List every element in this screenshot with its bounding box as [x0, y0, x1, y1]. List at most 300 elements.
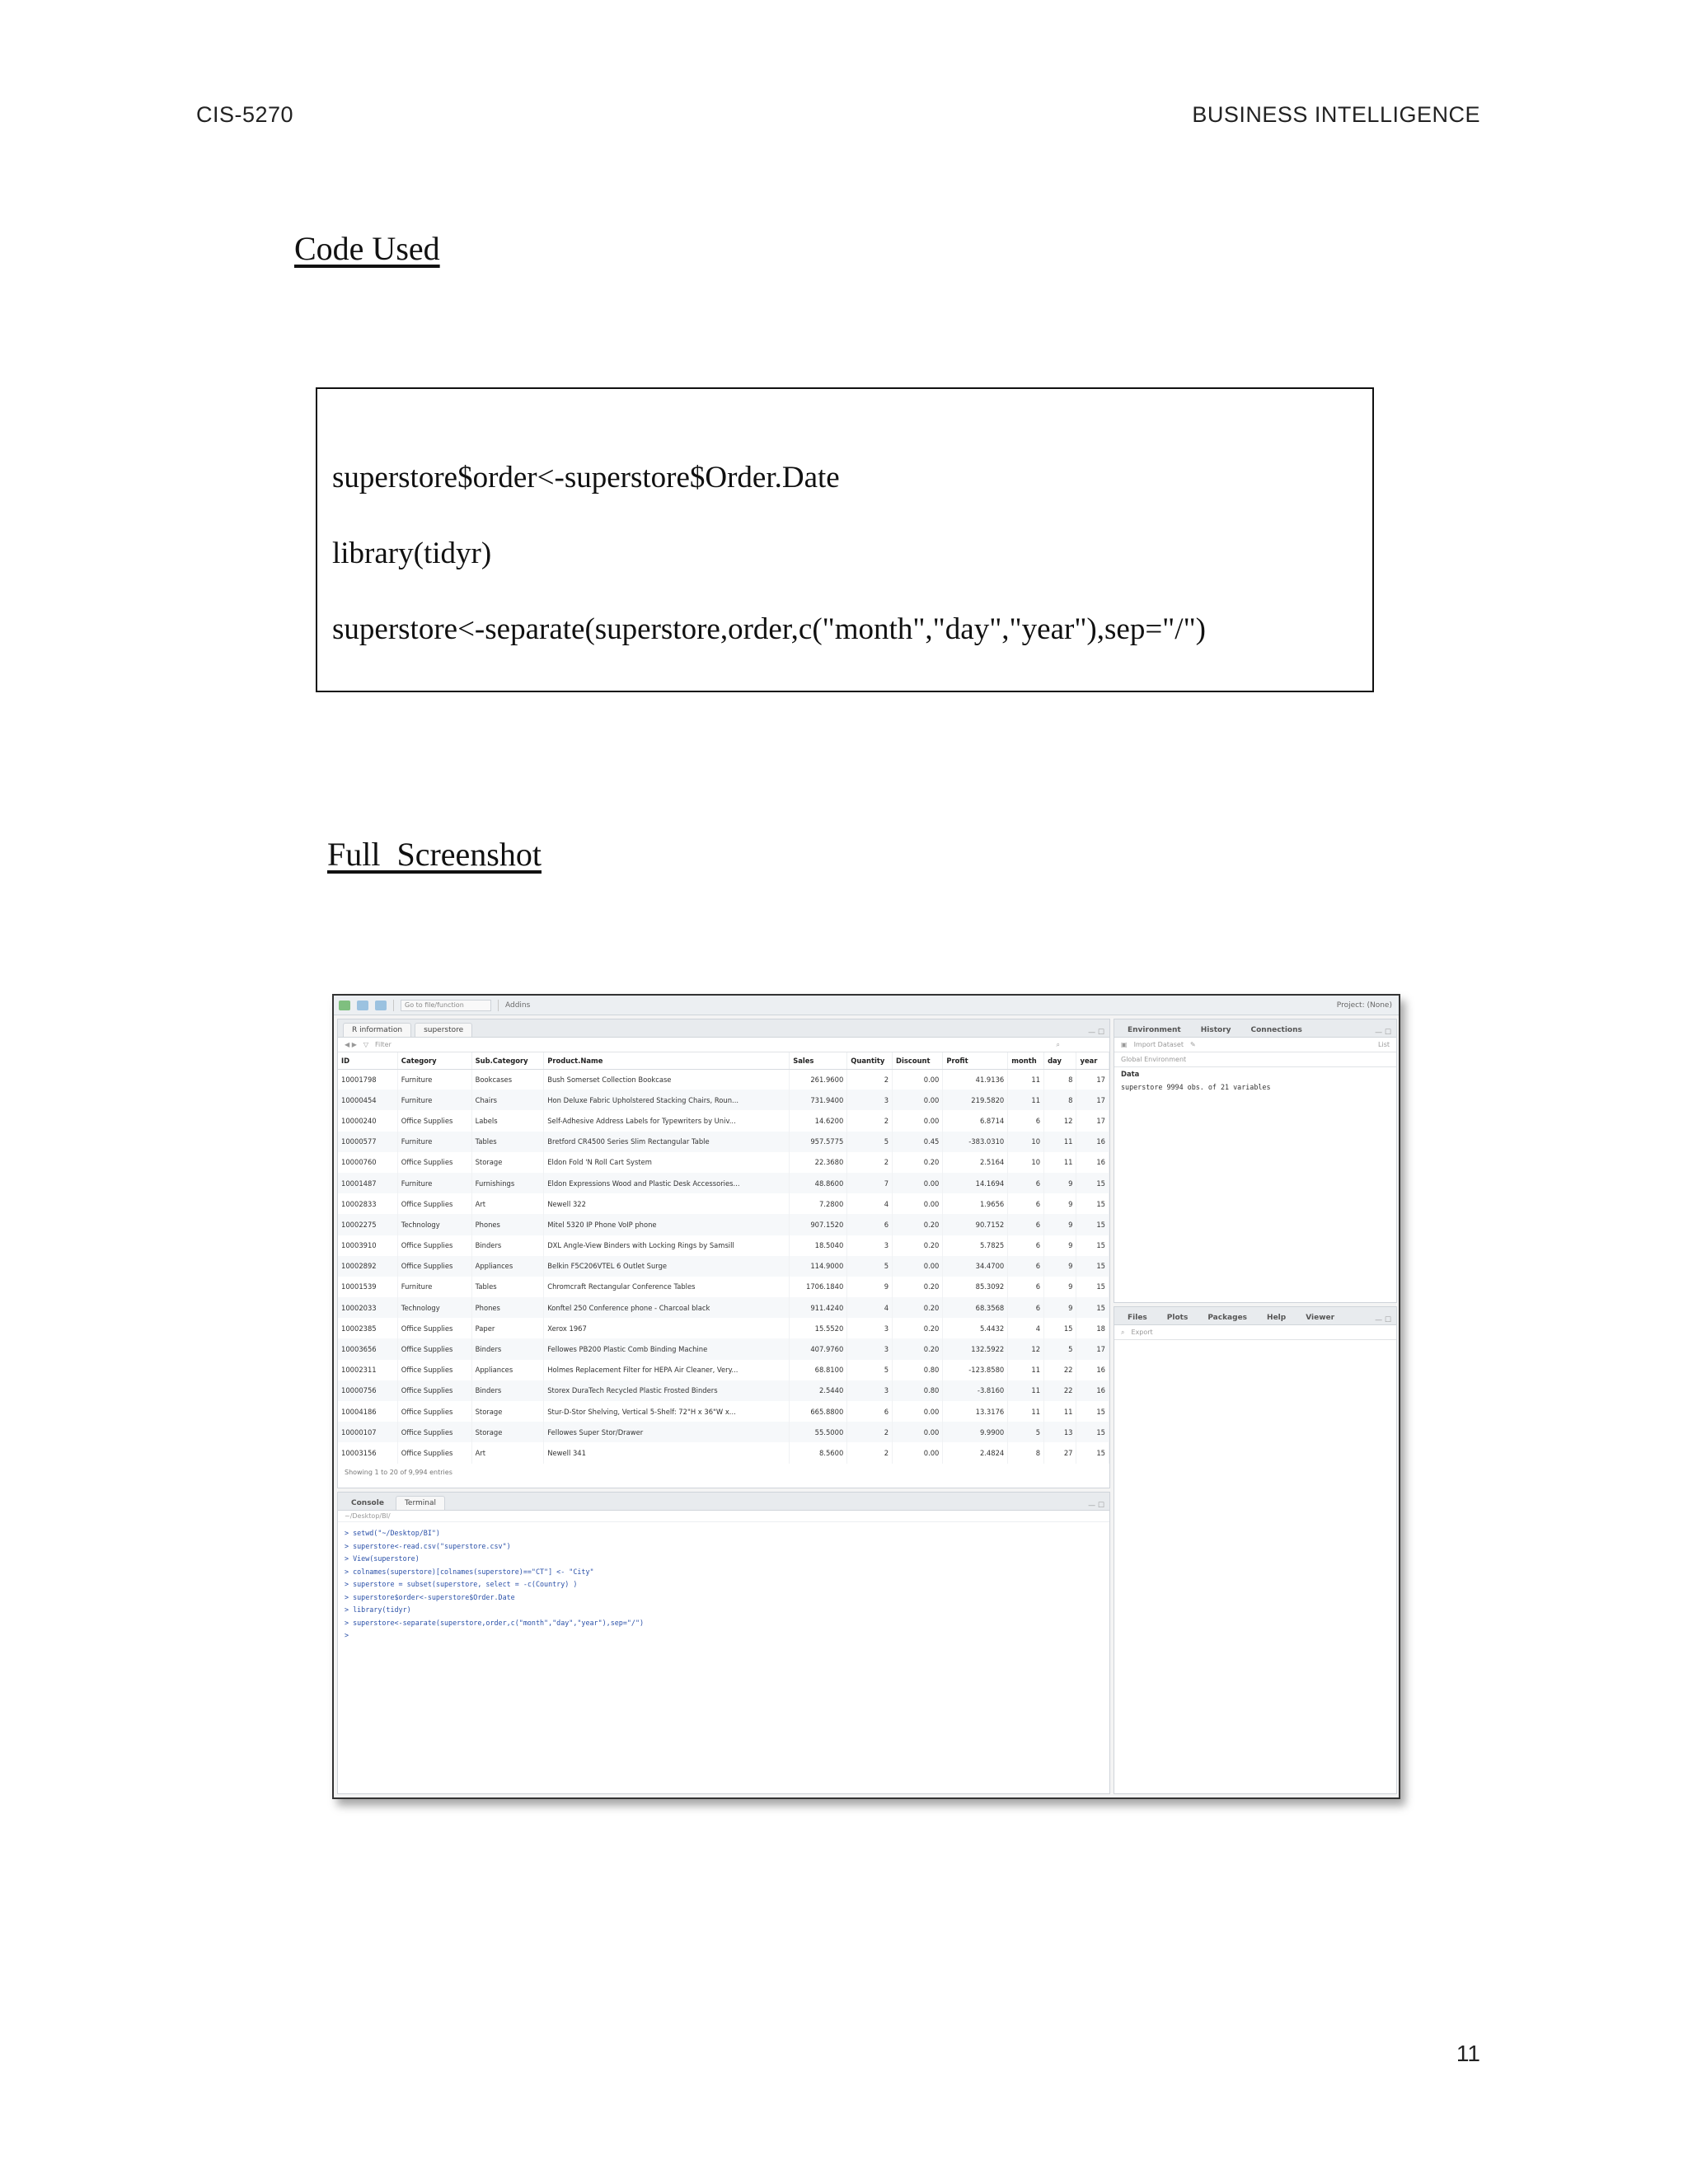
table-cell: 16 — [1076, 1380, 1109, 1401]
code-used-heading: Code Used — [294, 230, 440, 267]
table-cell: -383.0310 — [943, 1132, 1008, 1152]
column-header[interactable]: Sub.Category — [471, 1052, 544, 1069]
table-cell: 6 — [847, 1214, 893, 1235]
table-cell: 10002385 — [338, 1318, 397, 1338]
code-line-3: superstore<-separate(superstore,order,c("month","day","year"),sep="/") — [332, 612, 1206, 646]
global-environment-selector: Global Environment — [1121, 1056, 1187, 1063]
table-cell: Furniture — [397, 1173, 471, 1193]
table-cell: 18.5040 — [790, 1235, 847, 1256]
table-cell: 6 — [1008, 1110, 1044, 1131]
column-header[interactable]: ID — [338, 1052, 397, 1069]
filter-label: Filter — [375, 1041, 392, 1048]
table-row — [338, 1193, 1109, 1214]
table-cell: 0.20 — [893, 1297, 943, 1318]
table-cell: 17 — [1076, 1069, 1109, 1090]
table-cell: 10002311 — [338, 1360, 397, 1380]
pane-window-buttons: — ☐ — [1088, 1029, 1104, 1037]
pane-window-buttons: — ☐ — [1375, 1316, 1391, 1324]
table-cell: 6 — [847, 1401, 893, 1422]
table-cell: 5.4432 — [943, 1318, 1008, 1338]
console-line: > — [345, 1631, 349, 1639]
table-cell: 11 — [1008, 1380, 1044, 1401]
table-cell: 11 — [1008, 1401, 1044, 1422]
table-cell: 41.9136 — [943, 1069, 1008, 1090]
table-cell: 27 — [1044, 1442, 1076, 1463]
table-cell: 665.8800 — [790, 1401, 847, 1422]
code-line-2: library(tidyr) — [332, 537, 492, 570]
table-cell: 6 — [1008, 1173, 1044, 1193]
table-cell: 5 — [1008, 1422, 1044, 1442]
tab-console: Console — [351, 1499, 384, 1507]
table-cell: 10001487 — [338, 1173, 397, 1193]
table-cell: 4 — [847, 1297, 893, 1318]
table-cell: 3 — [847, 1338, 893, 1359]
table-cell: Self-Adhesive Address Labels for Typewriters by Univ... — [544, 1110, 790, 1131]
table-cell: 22 — [1044, 1380, 1076, 1401]
table-cell: 0.20 — [893, 1235, 943, 1256]
table-cell: 219.5820 — [943, 1090, 1008, 1110]
table-cell: Bookcases — [471, 1069, 544, 1090]
table-header-row — [338, 1052, 1109, 1069]
table-cell: 2 — [847, 1422, 893, 1442]
project-menu: Project: (None) — [1336, 1001, 1392, 1010]
table-cell: Bush Somerset Collection Bookcase — [544, 1069, 790, 1090]
table-cell: 5 — [847, 1256, 893, 1277]
table-cell: Chromcraft Rectangular Conference Tables — [544, 1277, 790, 1297]
table-cell: 731.9400 — [790, 1090, 847, 1110]
table-cell: Art — [471, 1442, 544, 1463]
table-cell: Labels — [471, 1110, 544, 1131]
page-number: 11 — [1456, 2041, 1480, 2066]
table-cell: Furniture — [397, 1132, 471, 1152]
console-line: > superstore<-separate(superstore,order,c("month","day","year"),sep="/") — [345, 1618, 645, 1627]
table-cell: 9 — [1044, 1235, 1076, 1256]
load-workspace-icon: ▣ — [1121, 1041, 1128, 1048]
export-menu: Export — [1131, 1329, 1153, 1336]
table-cell: 0.20 — [893, 1214, 943, 1235]
header-course-code: CIS-5270 — [196, 102, 294, 127]
table-cell: Furniture — [397, 1090, 471, 1110]
table-cell: 15 — [1076, 1422, 1109, 1442]
table-cell: Storex DuraTech Recycled Plastic Frosted Binders — [544, 1380, 790, 1401]
table-cell: 3 — [847, 1318, 893, 1338]
table-cell: Office Supplies — [397, 1380, 471, 1401]
table-cell: 132.5922 — [943, 1338, 1008, 1359]
table-cell: 9 — [1044, 1256, 1076, 1277]
table-cell: 15.5520 — [790, 1318, 847, 1338]
env-section-data: Data — [1121, 1070, 1140, 1078]
table-cell: 10000107 — [338, 1422, 397, 1442]
table-cell: 90.7152 — [943, 1214, 1008, 1235]
env-object-superstore: superstore 9994 obs. of 21 variables — [1121, 1083, 1271, 1091]
pane-window-buttons: — ☐ — [1375, 1029, 1391, 1037]
rstudio-toolbar — [334, 996, 1399, 1015]
table-cell: Office Supplies — [397, 1360, 471, 1380]
table-cell: 3 — [847, 1235, 893, 1256]
table-cell: 34.4700 — [943, 1256, 1008, 1277]
table-row — [338, 1401, 1109, 1422]
table-cell: 15 — [1076, 1256, 1109, 1277]
table-body — [338, 1069, 1109, 1464]
table-cell: 6 — [1008, 1297, 1044, 1318]
header-course-title: BUSINESS INTELLIGENCE — [1192, 102, 1480, 127]
column-header[interactable]: day — [1044, 1052, 1076, 1069]
console-line: > View(superstore) — [345, 1554, 420, 1563]
table-cell: 11 — [1008, 1090, 1044, 1110]
table-cell: 8.5600 — [790, 1442, 847, 1463]
table-cell: 14.1694 — [943, 1173, 1008, 1193]
table-cell: 10004186 — [338, 1401, 397, 1422]
environment-toolbar — [1114, 1038, 1396, 1052]
table-cell: Office Supplies — [397, 1338, 471, 1359]
table-cell: 10001798 — [338, 1069, 397, 1090]
table-cell: 9.9900 — [943, 1422, 1008, 1442]
table-cell: 3 — [847, 1380, 893, 1401]
table-row — [338, 1256, 1109, 1277]
tab-connections: Connections — [1250, 1026, 1302, 1034]
table-cell: 957.5775 — [790, 1132, 847, 1152]
table-cell: 10002275 — [338, 1214, 397, 1235]
table-cell: 911.4240 — [790, 1297, 847, 1318]
addins-menu: Addins — [505, 1001, 531, 1010]
column-header[interactable]: Profit — [943, 1052, 1008, 1069]
table-cell: 10002033 — [338, 1297, 397, 1318]
table-cell: 55.5000 — [790, 1422, 847, 1442]
console-line: > superstore$order<-superstore$Order.Date — [345, 1592, 515, 1601]
table-cell: 9 — [1044, 1173, 1076, 1193]
table-cell: 17 — [1076, 1110, 1109, 1131]
table-cell: 10000760 — [338, 1152, 397, 1173]
table-cell: Office Supplies — [397, 1256, 471, 1277]
list-view-toggle: List — [1378, 1041, 1390, 1048]
broom-icon: ✎ — [1189, 1041, 1196, 1048]
table-cell: Technology — [397, 1297, 471, 1318]
table-cell: 5 — [847, 1360, 893, 1380]
files-tabbar — [1114, 1307, 1396, 1325]
table-cell: 9 — [847, 1277, 893, 1297]
table-cell: 12 — [1008, 1338, 1044, 1359]
table-cell: 4 — [1008, 1318, 1044, 1338]
table-cell: Konftel 250 Conference phone - Charcoal black — [544, 1297, 790, 1318]
table-cell: 68.8100 — [790, 1360, 847, 1380]
table-cell: 11 — [1008, 1360, 1044, 1380]
table-cell: 0.00 — [893, 1193, 943, 1214]
data-viewer-pane — [337, 1019, 1110, 1488]
table-cell: Office Supplies — [397, 1422, 471, 1442]
table-cell: Storage — [471, 1401, 544, 1422]
table-row — [338, 1235, 1109, 1256]
table-cell: 2 — [847, 1442, 893, 1463]
table-cell: Fellowes PB200 Plastic Comb Binding Machine — [544, 1338, 790, 1359]
table-cell: 18 — [1076, 1318, 1109, 1338]
table-row — [338, 1318, 1109, 1338]
pane-window-buttons: — ☐ — [1088, 1502, 1104, 1510]
table-cell: 15 — [1076, 1297, 1109, 1318]
table-cell: 11 — [1044, 1132, 1076, 1152]
table-cell: 10002833 — [338, 1193, 397, 1214]
table-cell: 9 — [1044, 1214, 1076, 1235]
table-cell: 15 — [1076, 1277, 1109, 1297]
table-cell: 6 — [1008, 1193, 1044, 1214]
table-cell: 0.00 — [893, 1090, 943, 1110]
files-pane — [1114, 1306, 1397, 1794]
table-cell: 114.9000 — [790, 1256, 847, 1277]
table-cell: 10000240 — [338, 1110, 397, 1131]
table-cell: 22 — [1044, 1360, 1076, 1380]
table-cell: 0.00 — [893, 1173, 943, 1193]
table-cell: Fellowes Super Stor/Drawer — [544, 1422, 790, 1442]
table-row — [338, 1110, 1109, 1131]
table-footer: Showing 1 to 20 of 9,994 entries — [345, 1468, 452, 1476]
table-cell: 15 — [1076, 1401, 1109, 1422]
zoom-icon: ⌕ — [1121, 1328, 1125, 1336]
table-cell: Binders — [471, 1338, 544, 1359]
table-cell: 17 — [1076, 1338, 1109, 1359]
table-row — [338, 1297, 1109, 1318]
import-dataset-button: Import Dataset — [1133, 1041, 1184, 1048]
table-cell: 0.45 — [893, 1132, 943, 1152]
table-cell: Tables — [471, 1277, 544, 1297]
table-row — [338, 1422, 1109, 1442]
table-cell: Eldon Expressions Wood and Plastic Desk Accessories... — [544, 1173, 790, 1193]
data-table — [338, 1052, 1109, 1464]
table-cell: 0.00 — [893, 1401, 943, 1422]
filter-icon: ▽ — [363, 1041, 369, 1048]
column-header[interactable]: Quantity — [847, 1052, 893, 1069]
table-cell: Office Supplies — [397, 1442, 471, 1463]
table-row — [338, 1132, 1109, 1152]
table-cell: 10000756 — [338, 1380, 397, 1401]
table-cell: 2.5440 — [790, 1380, 847, 1401]
tab-files: Files — [1128, 1314, 1147, 1322]
table-cell: Storage — [471, 1152, 544, 1173]
table-cell: 11 — [1008, 1069, 1044, 1090]
table-cell: Holmes Replacement Filter for HEPA Air Cleaner, Very... — [544, 1360, 790, 1380]
table-cell: 0.00 — [893, 1256, 943, 1277]
table-cell: Binders — [471, 1235, 544, 1256]
table-cell: 13 — [1044, 1422, 1076, 1442]
table-cell: Office Supplies — [397, 1235, 471, 1256]
table-row — [338, 1380, 1109, 1401]
column-header[interactable]: year — [1076, 1052, 1109, 1069]
tab-environment: Environment — [1128, 1026, 1181, 1034]
table-cell: 85.3092 — [943, 1277, 1008, 1297]
back-icon: ◀ ▶ — [345, 1041, 357, 1048]
table-cell: Storage — [471, 1422, 544, 1442]
open-file-icon — [375, 1001, 387, 1010]
table-cell: DXL Angle-View Binders with Locking Rings by Samsill — [544, 1235, 790, 1256]
environment-scope-bar — [1114, 1052, 1396, 1067]
table-cell: 22.3680 — [790, 1152, 847, 1173]
source-tabbar — [338, 1019, 1109, 1038]
table-cell: 8 — [1044, 1069, 1076, 1090]
table-cell: 15 — [1076, 1193, 1109, 1214]
table-cell: Eldon Fold 'N Roll Cart System — [544, 1152, 790, 1173]
table-cell: Xerox 1967 — [544, 1318, 790, 1338]
column-header[interactable]: month — [1008, 1052, 1044, 1069]
table-cell: -123.8580 — [943, 1360, 1008, 1380]
table-row — [338, 1338, 1109, 1359]
table-row — [338, 1069, 1109, 1090]
table-cell: 2 — [847, 1110, 893, 1131]
toolbar-divider — [498, 1000, 499, 1011]
table-row — [338, 1152, 1109, 1173]
table-cell: 10003156 — [338, 1442, 397, 1463]
table-cell: 6 — [1008, 1256, 1044, 1277]
code-box — [316, 387, 1374, 692]
table-cell: 0.00 — [893, 1069, 943, 1090]
column-header[interactable]: Discount — [893, 1052, 943, 1069]
table-cell: 16 — [1076, 1152, 1109, 1173]
table-row — [338, 1277, 1109, 1297]
table-cell: 10002892 — [338, 1256, 397, 1277]
console-line: > library(tidyr) — [345, 1605, 411, 1614]
table-cell: 10 — [1008, 1132, 1044, 1152]
table-cell: 15 — [1044, 1318, 1076, 1338]
table-cell: 10001539 — [338, 1277, 397, 1297]
table-row — [338, 1214, 1109, 1235]
table-cell: 16 — [1076, 1132, 1109, 1152]
table-cell: 8 — [1008, 1442, 1044, 1463]
table-cell: 10000454 — [338, 1090, 397, 1110]
column-header[interactable]: Product.Name — [544, 1052, 790, 1069]
table-cell: Appliances — [471, 1256, 544, 1277]
table-cell: 9 — [1044, 1277, 1076, 1297]
table-cell: 0.20 — [893, 1152, 943, 1173]
table-cell: 6.8714 — [943, 1110, 1008, 1131]
console-line: > superstore<-read.csv("superstore.csv") — [345, 1541, 511, 1550]
table-cell: 0.80 — [893, 1360, 943, 1380]
tab-terminal: Terminal — [396, 1496, 445, 1510]
table-cell: 10003656 — [338, 1338, 397, 1359]
table-cell: Office Supplies — [397, 1401, 471, 1422]
table-cell: Technology — [397, 1214, 471, 1235]
table-cell: Chairs — [471, 1090, 544, 1110]
environment-tabbar — [1114, 1019, 1396, 1038]
table-cell: 2.4824 — [943, 1442, 1008, 1463]
table-cell: 407.9760 — [790, 1338, 847, 1359]
rstudio-screenshot — [332, 994, 1400, 1799]
table-cell: 0.00 — [893, 1110, 943, 1131]
tab-help: Help — [1267, 1314, 1287, 1322]
console-line: > superstore = subset(superstore, select = -c(Country) ) — [345, 1580, 578, 1588]
table-cell: Office Supplies — [397, 1318, 471, 1338]
table-cell: Tables — [471, 1132, 544, 1152]
tab-plots: Plots — [1166, 1314, 1189, 1322]
table-cell: 2.5164 — [943, 1152, 1008, 1173]
full-screenshot-heading: Full Screenshot — [327, 836, 542, 873]
table-cell: Belkin F5C206VTEL 6 Outlet Surge — [544, 1256, 790, 1277]
table-cell: 15 — [1076, 1235, 1109, 1256]
console-output — [338, 1522, 1109, 1647]
table-row — [338, 1090, 1109, 1110]
table-cell: 2 — [847, 1152, 893, 1173]
table-cell: 48.8600 — [790, 1173, 847, 1193]
column-header[interactable]: Sales — [790, 1052, 847, 1069]
tab-r-information: R information — [343, 1023, 411, 1037]
table-cell: Hon Deluxe Fabric Upholstered Stacking Chairs, Roun... — [544, 1090, 790, 1110]
new-file-icon — [339, 1001, 350, 1010]
table-cell: 16 — [1076, 1360, 1109, 1380]
table-cell: 6 — [1008, 1214, 1044, 1235]
table-cell: Office Supplies — [397, 1193, 471, 1214]
table-cell: 13.3176 — [943, 1401, 1008, 1422]
table-cell: Furnishings — [471, 1173, 544, 1193]
table-cell: 5.7825 — [943, 1235, 1008, 1256]
table-cell: Art — [471, 1193, 544, 1214]
open-project-icon — [357, 1001, 368, 1010]
table-cell: 2 — [847, 1069, 893, 1090]
search-icon: ⌕ — [1056, 1040, 1060, 1048]
viewer-toolbar — [338, 1038, 1109, 1052]
table-cell: 15 — [1076, 1214, 1109, 1235]
table-cell: -3.8160 — [943, 1380, 1008, 1401]
table-cell: 3 — [847, 1090, 893, 1110]
tab-packages: Packages — [1207, 1314, 1248, 1322]
table-cell: 10003910 — [338, 1235, 397, 1256]
table-cell: 11 — [1044, 1401, 1076, 1422]
table-cell: 0.00 — [893, 1422, 943, 1442]
table-cell: 0.00 — [893, 1442, 943, 1463]
table-row — [338, 1173, 1109, 1193]
table-cell: 5 — [1044, 1338, 1076, 1359]
table-cell: 261.9600 — [790, 1069, 847, 1090]
table-cell: Paper — [471, 1318, 544, 1338]
table-cell: 9 — [1044, 1297, 1076, 1318]
table-cell: 8 — [1044, 1090, 1076, 1110]
table-cell: 17 — [1076, 1090, 1109, 1110]
table-cell: Stur-D-Stor Shelving, Vertical 5-Shelf: 72"H x 36"W x... — [544, 1401, 790, 1422]
table-cell: Bretford CR4500 Series Slim Rectangular Table — [544, 1132, 790, 1152]
environment-pane — [1114, 1019, 1397, 1303]
table-cell: Newell 322 — [544, 1193, 790, 1214]
plots-toolbar — [1114, 1325, 1396, 1340]
table-cell: 0.20 — [893, 1318, 943, 1338]
console-line: > setwd("~/Desktop/BI") — [345, 1529, 440, 1537]
table-cell: Phones — [471, 1214, 544, 1235]
tab-history: History — [1200, 1026, 1231, 1034]
table-cell: 14.6200 — [790, 1110, 847, 1131]
table-cell: Furniture — [397, 1069, 471, 1090]
table-cell: 10000577 — [338, 1132, 397, 1152]
table-cell: 15 — [1076, 1442, 1109, 1463]
table-cell: 4 — [847, 1193, 893, 1214]
table-cell: 7 — [847, 1173, 893, 1193]
table-cell: 6 — [1008, 1235, 1044, 1256]
table-cell: Phones — [471, 1297, 544, 1318]
table-cell: 1706.1840 — [790, 1277, 847, 1297]
console-line: > colnames(superstore)[colnames(superstore)=="CT"] <- "City" — [345, 1567, 594, 1576]
table-cell: 0.20 — [893, 1338, 943, 1359]
console-path: ~/Desktop/BI/ — [338, 1511, 1109, 1522]
table-cell: 15 — [1076, 1173, 1109, 1193]
table-cell: 0.20 — [893, 1277, 943, 1297]
console-tabbar — [338, 1493, 1109, 1511]
table-cell: Mitel 5320 IP Phone VoIP phone — [544, 1214, 790, 1235]
table-cell: Office Supplies — [397, 1110, 471, 1131]
code-line-1: superstore$order<-superstore$Order.Date — [332, 461, 840, 494]
table-cell: Binders — [471, 1380, 544, 1401]
table-cell: 6 — [1008, 1277, 1044, 1297]
column-header[interactable]: Category — [397, 1052, 471, 1069]
table-cell: 5 — [847, 1132, 893, 1152]
table-cell: Furniture — [397, 1277, 471, 1297]
table-cell: Newell 341 — [544, 1442, 790, 1463]
tab-viewer: Viewer — [1306, 1314, 1335, 1322]
toolbar-divider — [393, 1000, 394, 1011]
table-row — [338, 1442, 1109, 1463]
console-pane — [337, 1492, 1110, 1794]
